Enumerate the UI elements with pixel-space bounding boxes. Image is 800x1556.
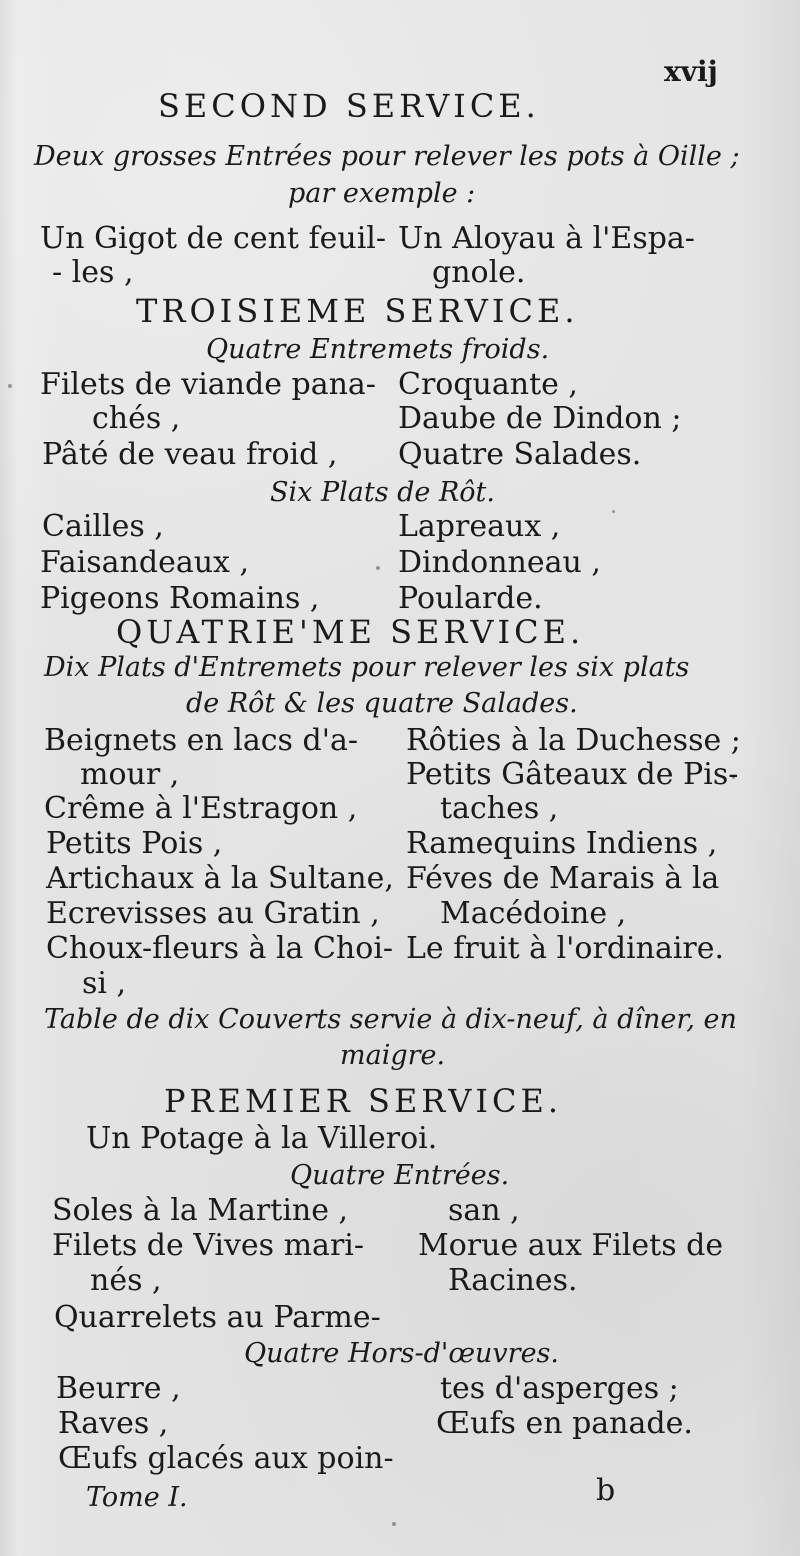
hors-left-1: Beurre , (56, 1371, 181, 1406)
roast-right-3: Poularde. (398, 581, 543, 616)
hors-right-1: tes d'asperges ; (440, 1371, 679, 1406)
paper-speck (392, 1522, 396, 1526)
section-heading-first-service: PREMIER SERVICE. (164, 1082, 563, 1120)
first-service-left-2: Filets de Vives mari- (52, 1228, 365, 1263)
fourth-service-right-3: taches , (440, 791, 559, 826)
roast-subheading: Six Plats de Rôt. (270, 477, 495, 508)
second-service-intro-line-1: Deux grosses Entrées pour relever les pots à Oille ; (34, 141, 740, 172)
hors-doeuvres-subheading: Quatre Hors-d'œuvres. (244, 1338, 559, 1369)
first-service-right-1: san , (448, 1193, 520, 1228)
roast-right-2: Dindonneau , (398, 545, 601, 580)
fourth-service-intro-line-2: de Rôt & les quatre Salades. (186, 688, 578, 719)
first-service-right-3: Racines. (448, 1263, 578, 1298)
page-number: xvij (664, 55, 718, 88)
signature-mark: b (596, 1473, 616, 1508)
fourth-service-left-1: Beignets en lacs d'a- (44, 723, 358, 758)
hors-left-2: Raves , (58, 1406, 169, 1441)
roast-left-3: Pigeons Romains , (40, 581, 320, 616)
third-service-right-1: Croquante , (398, 367, 578, 402)
fourth-service-right-7: Le fruit à l'ordinaire. (406, 931, 725, 966)
hors-left-3: Œufs glacés aux poin- (58, 1441, 394, 1476)
third-service-left-2: chés , (92, 401, 181, 436)
paper-speck (376, 566, 380, 570)
fourth-service-right-1: Rôties à la Duchesse ; (406, 723, 741, 758)
fourth-service-right-5: Féves de Marais à la (406, 861, 720, 896)
first-service-soup: Un Potage à la Villeroi. (86, 1121, 438, 1156)
second-service-left-2: - les , (52, 255, 134, 290)
third-service-right-2: Daube de Dindon ; (398, 401, 682, 436)
fourth-service-left-8: si , (82, 966, 127, 1001)
first-service-left-1: Soles à la Martine , (52, 1193, 349, 1228)
table-note-line-1: Table de dix Couverts servie à dix-neuf, à dîner, en (44, 1004, 737, 1035)
paper-speck (8, 384, 12, 388)
fourth-service-right-2: Petits Gâteaux de Pis- (406, 757, 739, 792)
fourth-service-left-3: Crême à l'Estragon , (44, 791, 358, 826)
fourth-service-left-6: Ecrevisses au Gratin , (46, 896, 380, 931)
fourth-service-intro-line-1: Dix Plats d'Entremets pour relever les six plats (44, 652, 690, 683)
second-service-intro-line-2: par exemple : (288, 178, 476, 209)
fourth-service-right-6: Macédoine , (440, 896, 627, 931)
roast-left-2: Faisandeaux , (40, 545, 250, 580)
second-service-right-2: gnole. (432, 255, 526, 290)
volume-footer: Tome I. (86, 1482, 188, 1513)
third-service-right-3: Quatre Salades. (398, 437, 642, 472)
third-service-left-3: Pâté de veau froid , (42, 437, 338, 472)
entrees-subheading: Quatre Entrées. (290, 1160, 510, 1191)
roast-left-1: Cailles , (42, 509, 164, 544)
first-service-left-3: nés , (90, 1263, 162, 1298)
paper-speck (732, 776, 735, 779)
hors-right-2: Œufs en panade. (436, 1406, 693, 1441)
roast-right-1: Lapreaux , (398, 509, 561, 544)
fourth-service-left-2: mour , (80, 757, 180, 792)
first-service-left-4: Quarrelets au Parme- (54, 1300, 381, 1335)
fourth-service-left-7: Choux-fleurs à la Choi- (46, 931, 394, 966)
fourth-service-left-4: Petits Pois , (46, 826, 223, 861)
third-service-subheading: Quatre Entremets froids. (206, 334, 550, 365)
section-heading-third-service: TROISIEME SERVICE. (136, 292, 579, 330)
second-service-right-1: Un Aloyau à l'Espa- (398, 221, 695, 256)
paper-speck (612, 510, 615, 513)
table-note-line-2: maigre. (340, 1040, 446, 1071)
section-heading-second-service: SECOND SERVICE. (158, 87, 540, 125)
fourth-service-right-4: Ramequins Indiens , (406, 826, 718, 861)
third-service-left-1: Filets de viande pana- (40, 367, 376, 402)
section-heading-fourth-service: QUATRIE'ME SERVICE. (116, 613, 585, 651)
second-service-left-1: Un Gigot de cent feuil- (40, 221, 387, 256)
fourth-service-left-5: Artichaux à la Sultane, (46, 861, 394, 896)
first-service-right-2: Morue aux Filets de (418, 1228, 724, 1263)
